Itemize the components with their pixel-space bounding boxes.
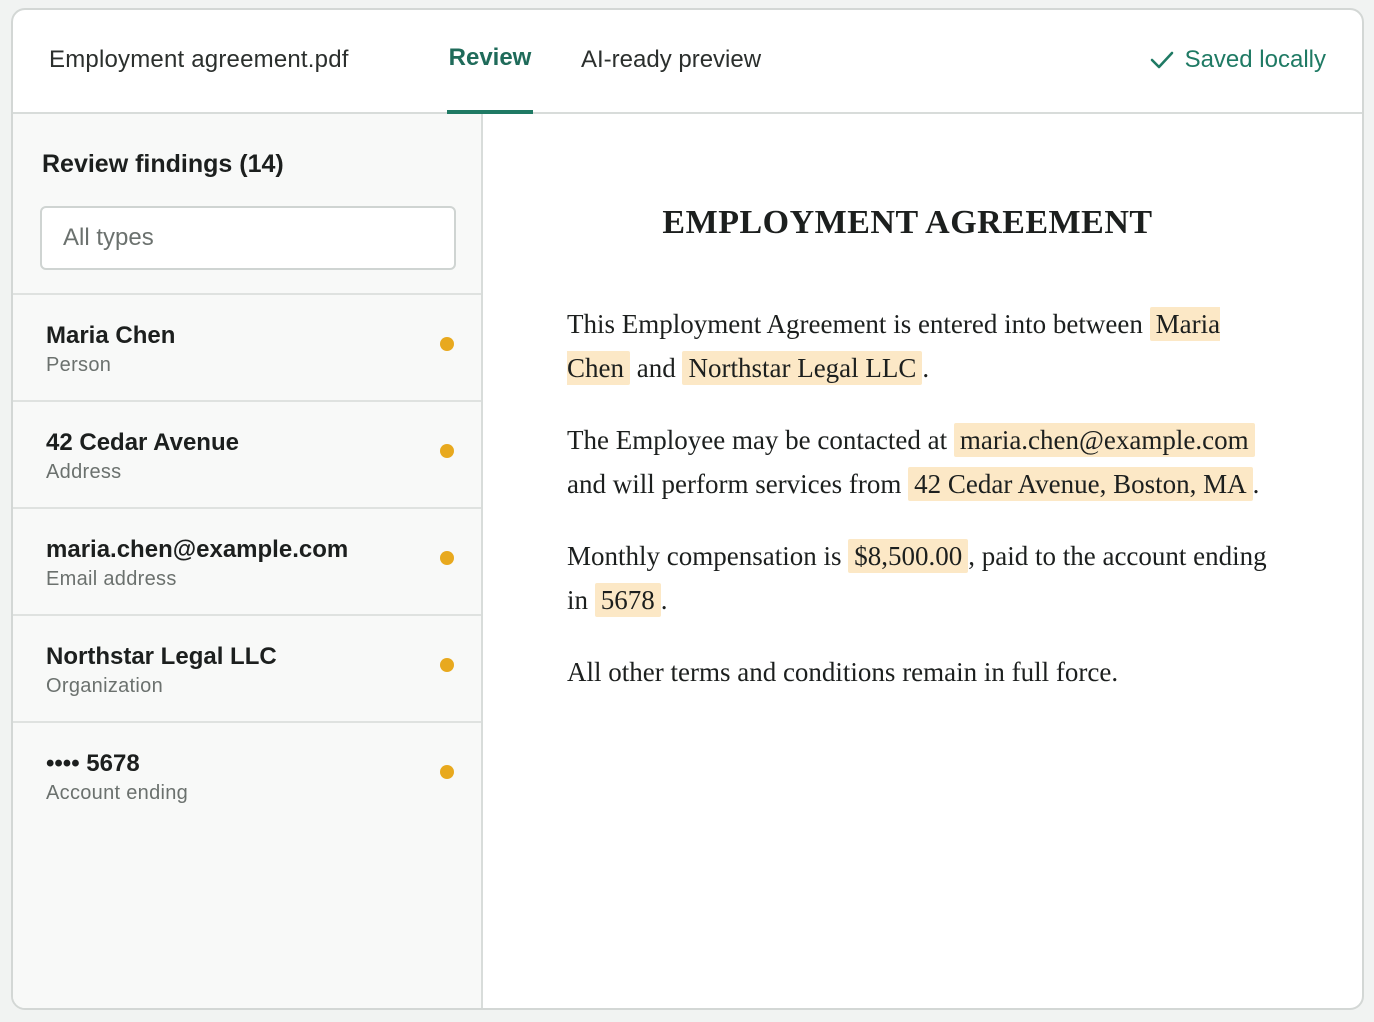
highlight-email[interactable]: maria.chen@example.com	[954, 423, 1255, 457]
check-icon	[1149, 49, 1175, 71]
save-status	[1149, 46, 1326, 74]
finding-title: •••• 5678	[46, 750, 140, 777]
document-viewer	[483, 114, 1362, 1008]
finding-type: Organization	[46, 675, 163, 697]
document-text: This Employment Agreement is entered into between	[567, 309, 1150, 339]
highlight-address[interactable]: 42 Cedar Avenue, Boston, MA	[908, 467, 1252, 501]
finding-title: 42 Cedar Avenue	[46, 429, 239, 456]
tab-review[interactable]	[447, 10, 533, 114]
review-findings-panel	[13, 114, 483, 1008]
document-text: All other terms and conditions remain in full force.	[567, 657, 1119, 687]
review-findings-title: Review findings (14)	[42, 150, 284, 178]
document-text: The Employee may be contacted at	[567, 425, 954, 455]
finding-item[interactable]	[13, 507, 481, 614]
findings-list	[13, 293, 481, 828]
tab-ai-ready-preview-label: AI-ready preview	[581, 46, 762, 73]
finding-type: Address	[46, 461, 122, 483]
document-paragraph	[567, 650, 1287, 694]
finding-status-dot	[440, 551, 454, 565]
tab-review-label: Review	[448, 44, 532, 71]
highlight-amount[interactable]: $8,500.00	[848, 539, 968, 573]
document-paragraph	[567, 534, 1287, 622]
save-status-label: Saved locally	[1184, 46, 1326, 73]
finding-title: maria.chen@example.com	[46, 536, 349, 563]
finding-item[interactable]	[13, 293, 481, 400]
app-window	[11, 8, 1364, 1010]
finding-status-dot	[440, 765, 454, 779]
finding-status-dot	[440, 444, 454, 458]
document-text: Monthly compensation is	[567, 541, 849, 571]
document-text: and	[630, 353, 683, 383]
document-paragraph	[567, 302, 1287, 390]
document-text: .	[660, 585, 668, 615]
finding-status-dot	[440, 658, 454, 672]
finding-title: Maria Chen	[46, 322, 176, 349]
finding-type-filter[interactable]: All types	[40, 206, 456, 270]
finding-status-dot	[440, 337, 454, 351]
document-title: EMPLOYMENT AGREEMENT	[662, 204, 1153, 241]
finding-item[interactable]	[13, 721, 481, 828]
finding-item[interactable]	[13, 400, 481, 507]
finding-type: Person	[46, 354, 112, 376]
finding-title: Northstar Legal LLC	[46, 643, 277, 670]
finding-item[interactable]	[13, 614, 481, 721]
document-text: .	[1252, 469, 1260, 499]
document-paragraph	[567, 418, 1287, 506]
highlight-organization[interactable]: Northstar Legal LLC	[682, 351, 922, 385]
highlight-person[interactable]: Maria Chen	[567, 309, 1221, 383]
document-filename: Employment agreement.pdf	[49, 46, 349, 73]
document-text: and will perform services from	[567, 469, 909, 499]
document-text: .	[922, 353, 930, 383]
finding-type: Account ending	[46, 782, 189, 804]
finding-type: Email address	[46, 568, 177, 590]
highlight-account-number[interactable]: 5678	[595, 583, 661, 617]
document-body	[567, 302, 1287, 722]
header-bar	[13, 10, 1362, 114]
document-text: , paid to the account ending in	[567, 541, 1267, 615]
tab-ai-ready-preview[interactable]	[581, 10, 761, 112]
